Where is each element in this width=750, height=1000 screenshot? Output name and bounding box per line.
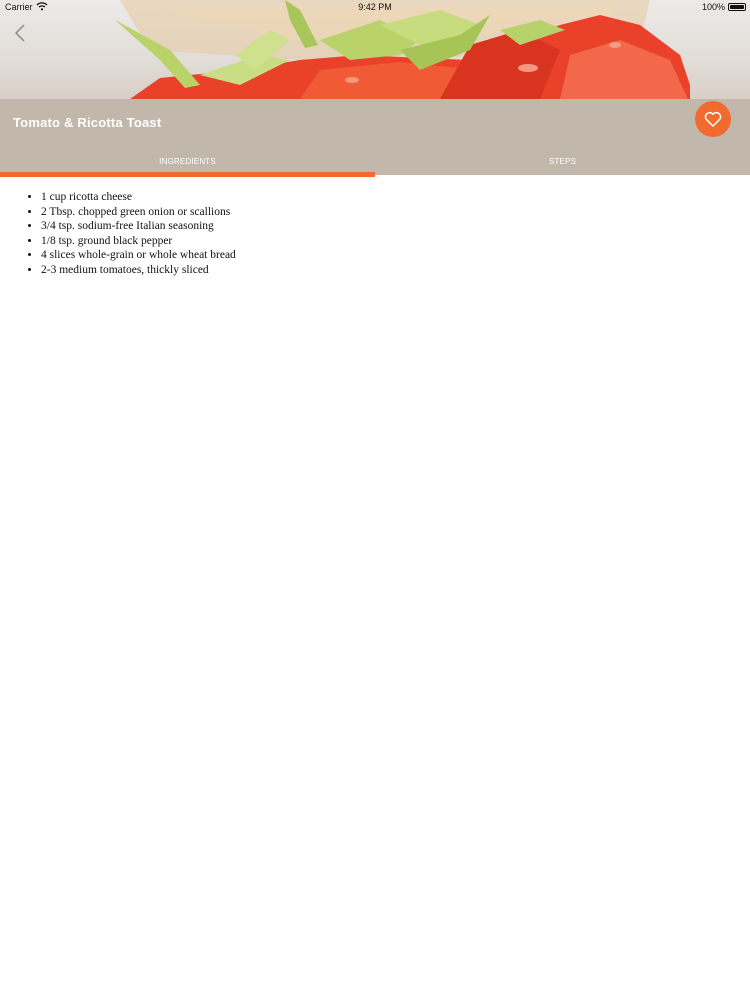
chevron-left-icon (10, 22, 32, 44)
carrier-label: Carrier (5, 2, 33, 12)
back-button[interactable] (10, 22, 32, 44)
recipe-tabs (0, 153, 750, 175)
list-item: • 2-3 medium tomatoes, thickly sliced (41, 263, 750, 278)
recipe-hero-image (0, 0, 750, 99)
ingredients-panel (0, 190, 750, 278)
battery-percentage: 100% (701, 2, 725, 12)
tab-ingredients[interactable]: INGREDIENTS (0, 153, 375, 175)
list-item: • 2 Tbsp. chopped green onion or scallions (41, 205, 750, 220)
clock: 9:42 PM (358, 2, 392, 12)
tab-steps[interactable]: STEPS (548, 157, 577, 166)
heart-icon (704, 111, 722, 127)
recipe-header (0, 99, 750, 175)
list-item: • 1 cup ricotta cheese (41, 190, 750, 205)
ingredients-list (0, 190, 750, 278)
battery-icon (728, 3, 746, 11)
favorite-button[interactable] (695, 101, 731, 137)
list-item: • 3/4 tsp. sodium-free Italian seasoning (41, 219, 750, 234)
status-bar (0, 0, 750, 16)
list-item: • 4 slices whole-grain or whole wheat bread (41, 248, 750, 263)
list-item: • 1/8 tsp. ground black pepper (41, 234, 750, 249)
recipe-title: Tomato & Ricotta Toast (13, 115, 162, 130)
